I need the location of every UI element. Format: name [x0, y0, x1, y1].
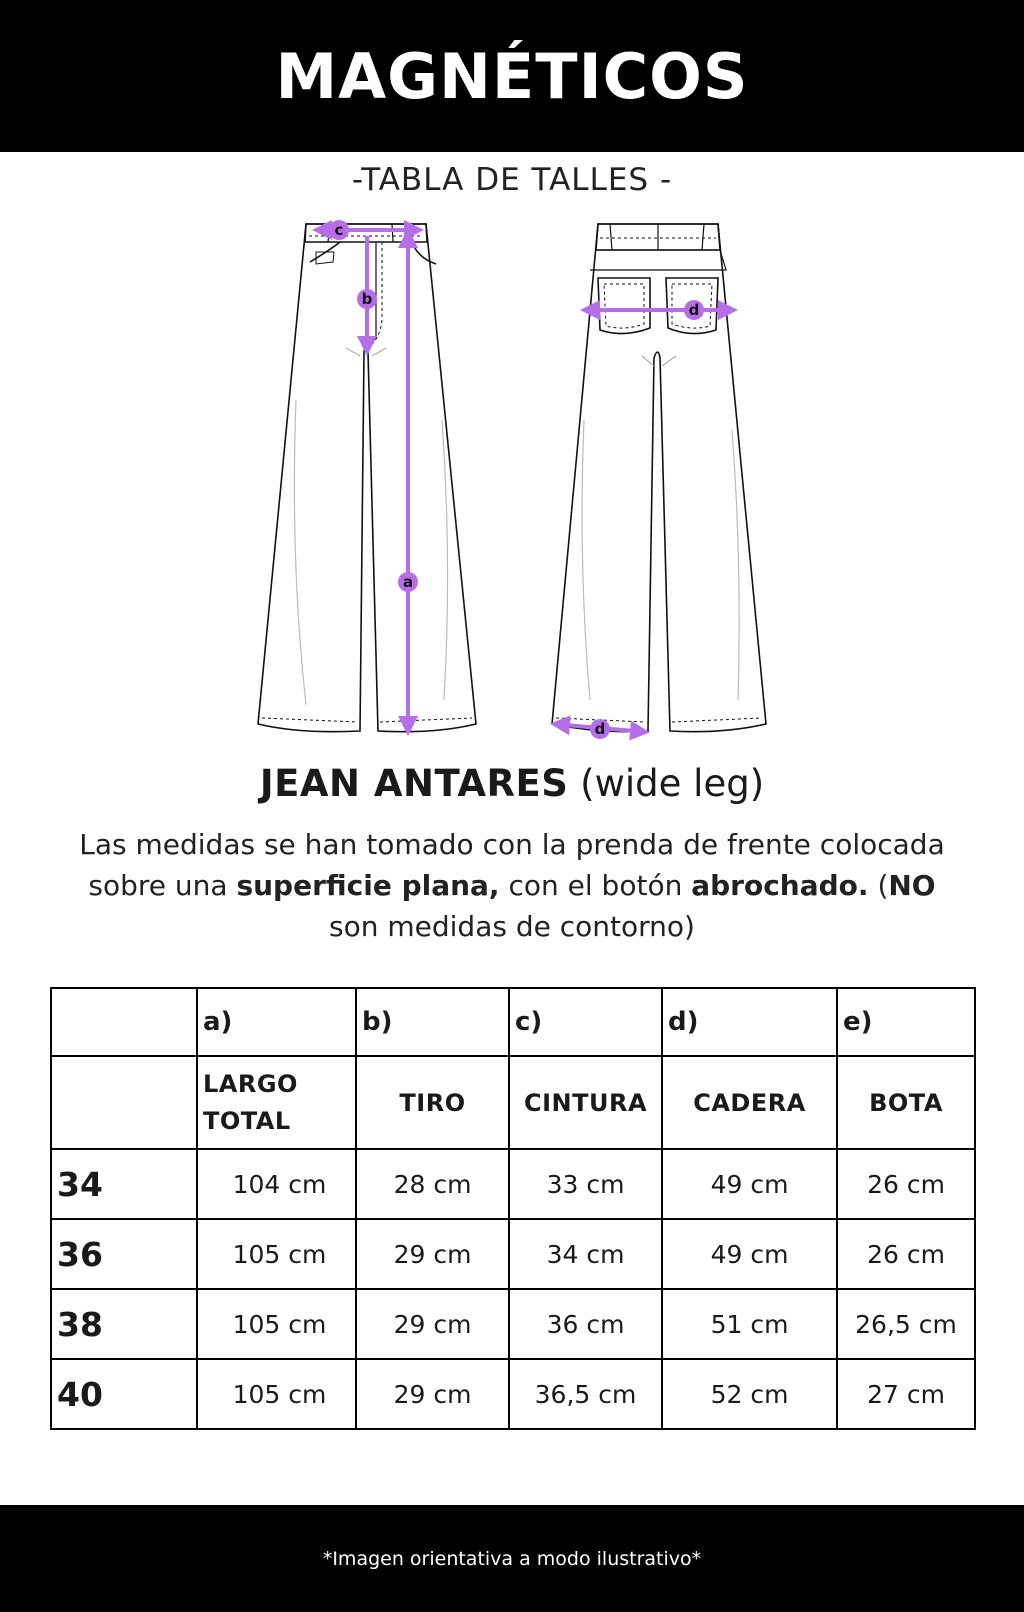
letter-cell: c): [509, 988, 662, 1056]
label-d-back: d: [688, 301, 700, 319]
letter-cell: b): [356, 988, 509, 1056]
size-cell: 40: [51, 1359, 197, 1429]
table-corner-cell: [51, 988, 197, 1056]
value-cell: 105 cm: [197, 1359, 356, 1429]
table-row: [51, 1359, 975, 1429]
value-cell: 29 cm: [356, 1289, 509, 1359]
value-cell: 27 cm: [837, 1359, 975, 1429]
value-cell: 26 cm: [837, 1149, 975, 1219]
value-cell: 28 cm: [356, 1149, 509, 1219]
product-name: JEAN ANTARES: [259, 762, 569, 805]
label-a: a: [402, 573, 414, 591]
value-cell: 26,5 cm: [837, 1289, 975, 1359]
value-cell: 26 cm: [837, 1219, 975, 1289]
value-cell: 49 cm: [662, 1149, 837, 1219]
size-cell: 34: [51, 1149, 197, 1219]
product-variant: (wide leg): [580, 762, 765, 805]
value-cell: 29 cm: [356, 1219, 509, 1289]
measurement-note: [60, 824, 964, 947]
note-text-4: son medidas de contorno): [329, 910, 695, 943]
note-bold-3: NO: [888, 869, 936, 902]
value-cell: 29 cm: [356, 1359, 509, 1429]
value-cell: 52 cm: [662, 1359, 837, 1429]
header-cell: LARGO TOTAL: [197, 1056, 356, 1149]
size-chart-subtitle: -TABLA DE TALLES -: [351, 162, 673, 198]
value-cell: 33 cm: [509, 1149, 662, 1219]
value-cell: 51 cm: [662, 1289, 837, 1359]
label-c: c: [334, 221, 344, 239]
header-bar: [0, 0, 1024, 152]
note-text-2: con el botón: [499, 869, 692, 902]
note-text-3: (: [868, 869, 889, 902]
disclaimer-text: *Imagen orientativa a modo ilustrativo*: [322, 1547, 702, 1570]
value-cell: 105 cm: [197, 1289, 356, 1359]
letter-cell: e): [837, 988, 975, 1056]
brand-title: MAGNÉTICOS: [275, 39, 749, 113]
value-cell: 36,5 cm: [509, 1359, 662, 1429]
note-text-1: Las medidas se han tomado con la prenda de frente colocada sobre una: [79, 828, 945, 902]
value-cell: 34 cm: [509, 1219, 662, 1289]
back-view-drawing: [552, 224, 766, 732]
table-row: [51, 1219, 975, 1289]
header-cell: CADERA: [662, 1056, 837, 1149]
table-row: [51, 1289, 975, 1359]
label-d-hem: d: [594, 720, 606, 738]
header-cell: CINTURA: [509, 1056, 662, 1149]
table-letter-row: [51, 988, 975, 1056]
value-cell: 36 cm: [509, 1289, 662, 1359]
size-cell: 36: [51, 1219, 197, 1289]
value-cell: 105 cm: [197, 1219, 356, 1289]
note-bold-1: superficie plana,: [236, 869, 500, 902]
label-b: b: [361, 290, 373, 308]
footer-bar: [0, 1505, 1024, 1612]
header-cell: BOTA: [837, 1056, 975, 1149]
jeans-measurement-diagram: [0, 210, 1024, 750]
header-cell: TIRO: [356, 1056, 509, 1149]
product-title: [0, 762, 1024, 805]
value-cell: 49 cm: [662, 1219, 837, 1289]
size-cell: 38: [51, 1289, 197, 1359]
value-cell: 104 cm: [197, 1149, 356, 1219]
letter-cell: a): [197, 988, 356, 1056]
table-corner-cell: [51, 1056, 197, 1149]
table-header-row: [51, 1056, 975, 1149]
note-bold-2: abrochado.: [691, 869, 869, 902]
size-table: [50, 987, 976, 1430]
letter-cell: d): [662, 988, 837, 1056]
table-row: [51, 1149, 975, 1219]
